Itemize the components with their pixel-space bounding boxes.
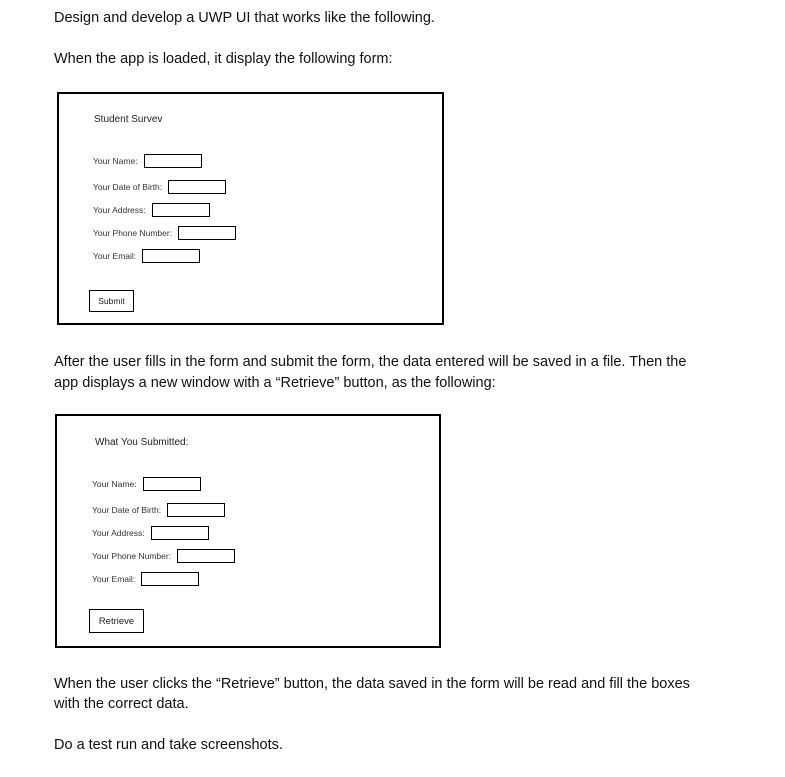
form1-name-row — [93, 154, 202, 168]
after-submit-line1: After the user fills in the form and submit the form, the data entered will be saved in a file. Then the — [54, 354, 687, 370]
form2-phone-label: Your Phone Number: — [92, 551, 172, 561]
form2-address-label: Your Address: — [92, 528, 145, 538]
on-load-text: When the app is loaded, it display the following form: — [54, 51, 393, 67]
form1-phone-row — [93, 226, 236, 240]
form2-dob-input[interactable] — [167, 503, 225, 517]
form2-phone-input[interactable] — [177, 549, 235, 563]
form1-phone-input[interactable] — [178, 226, 236, 240]
form2-address-row — [92, 526, 209, 540]
intro-text: Design and develop a UWP UI that works like the following. — [54, 10, 435, 26]
form2-name-row — [92, 477, 201, 491]
submit-button[interactable]: Submit — [89, 290, 134, 312]
what-you-submitted-form-image — [55, 414, 441, 648]
form1-email-row — [93, 249, 200, 263]
form2-email-label: Your Email: — [92, 574, 136, 584]
form1-name-label: Your Name: — [93, 156, 138, 166]
form2-name-input[interactable] — [143, 477, 201, 491]
form2-dob-row — [92, 503, 225, 517]
form1-email-input[interactable] — [142, 249, 200, 263]
form2-email-input[interactable] — [141, 572, 199, 586]
form2-name-label: Your Name: — [92, 479, 137, 489]
retrieve-info-line1: When the user clicks the “Retrieve” button, the data saved in the form will be read and fill the boxes — [54, 676, 690, 692]
form1-dob-row — [93, 180, 226, 194]
form1-address-input[interactable] — [152, 203, 210, 217]
form2-email-row — [92, 572, 199, 586]
after-submit-line2: app displays a new window with a “Retrieve” button, as the following: — [54, 375, 496, 391]
form1-title: Student Survev — [94, 114, 163, 125]
retrieve-button[interactable]: Retrieve — [89, 609, 144, 633]
form2-title: What You Submitted: — [95, 437, 189, 448]
form2-address-input[interactable] — [151, 526, 209, 540]
retrieve-info-line2: with the correct data. — [54, 696, 189, 712]
form1-dob-label: Your Date of Birth: — [93, 182, 163, 192]
form1-phone-label: Your Phone Number: — [93, 228, 173, 238]
form2-phone-row — [92, 549, 235, 563]
form1-name-input[interactable] — [144, 154, 202, 168]
form1-address-label: Your Address: — [93, 205, 146, 215]
test-run-text: Do a test run and take screenshots. — [54, 737, 283, 753]
form1-email-label: Your Email: — [93, 251, 137, 261]
form2-dob-label: Your Date of Birth: — [92, 505, 162, 515]
student-survey-form-image — [57, 92, 444, 325]
form1-address-row — [93, 203, 210, 217]
form1-dob-input[interactable] — [168, 180, 226, 194]
